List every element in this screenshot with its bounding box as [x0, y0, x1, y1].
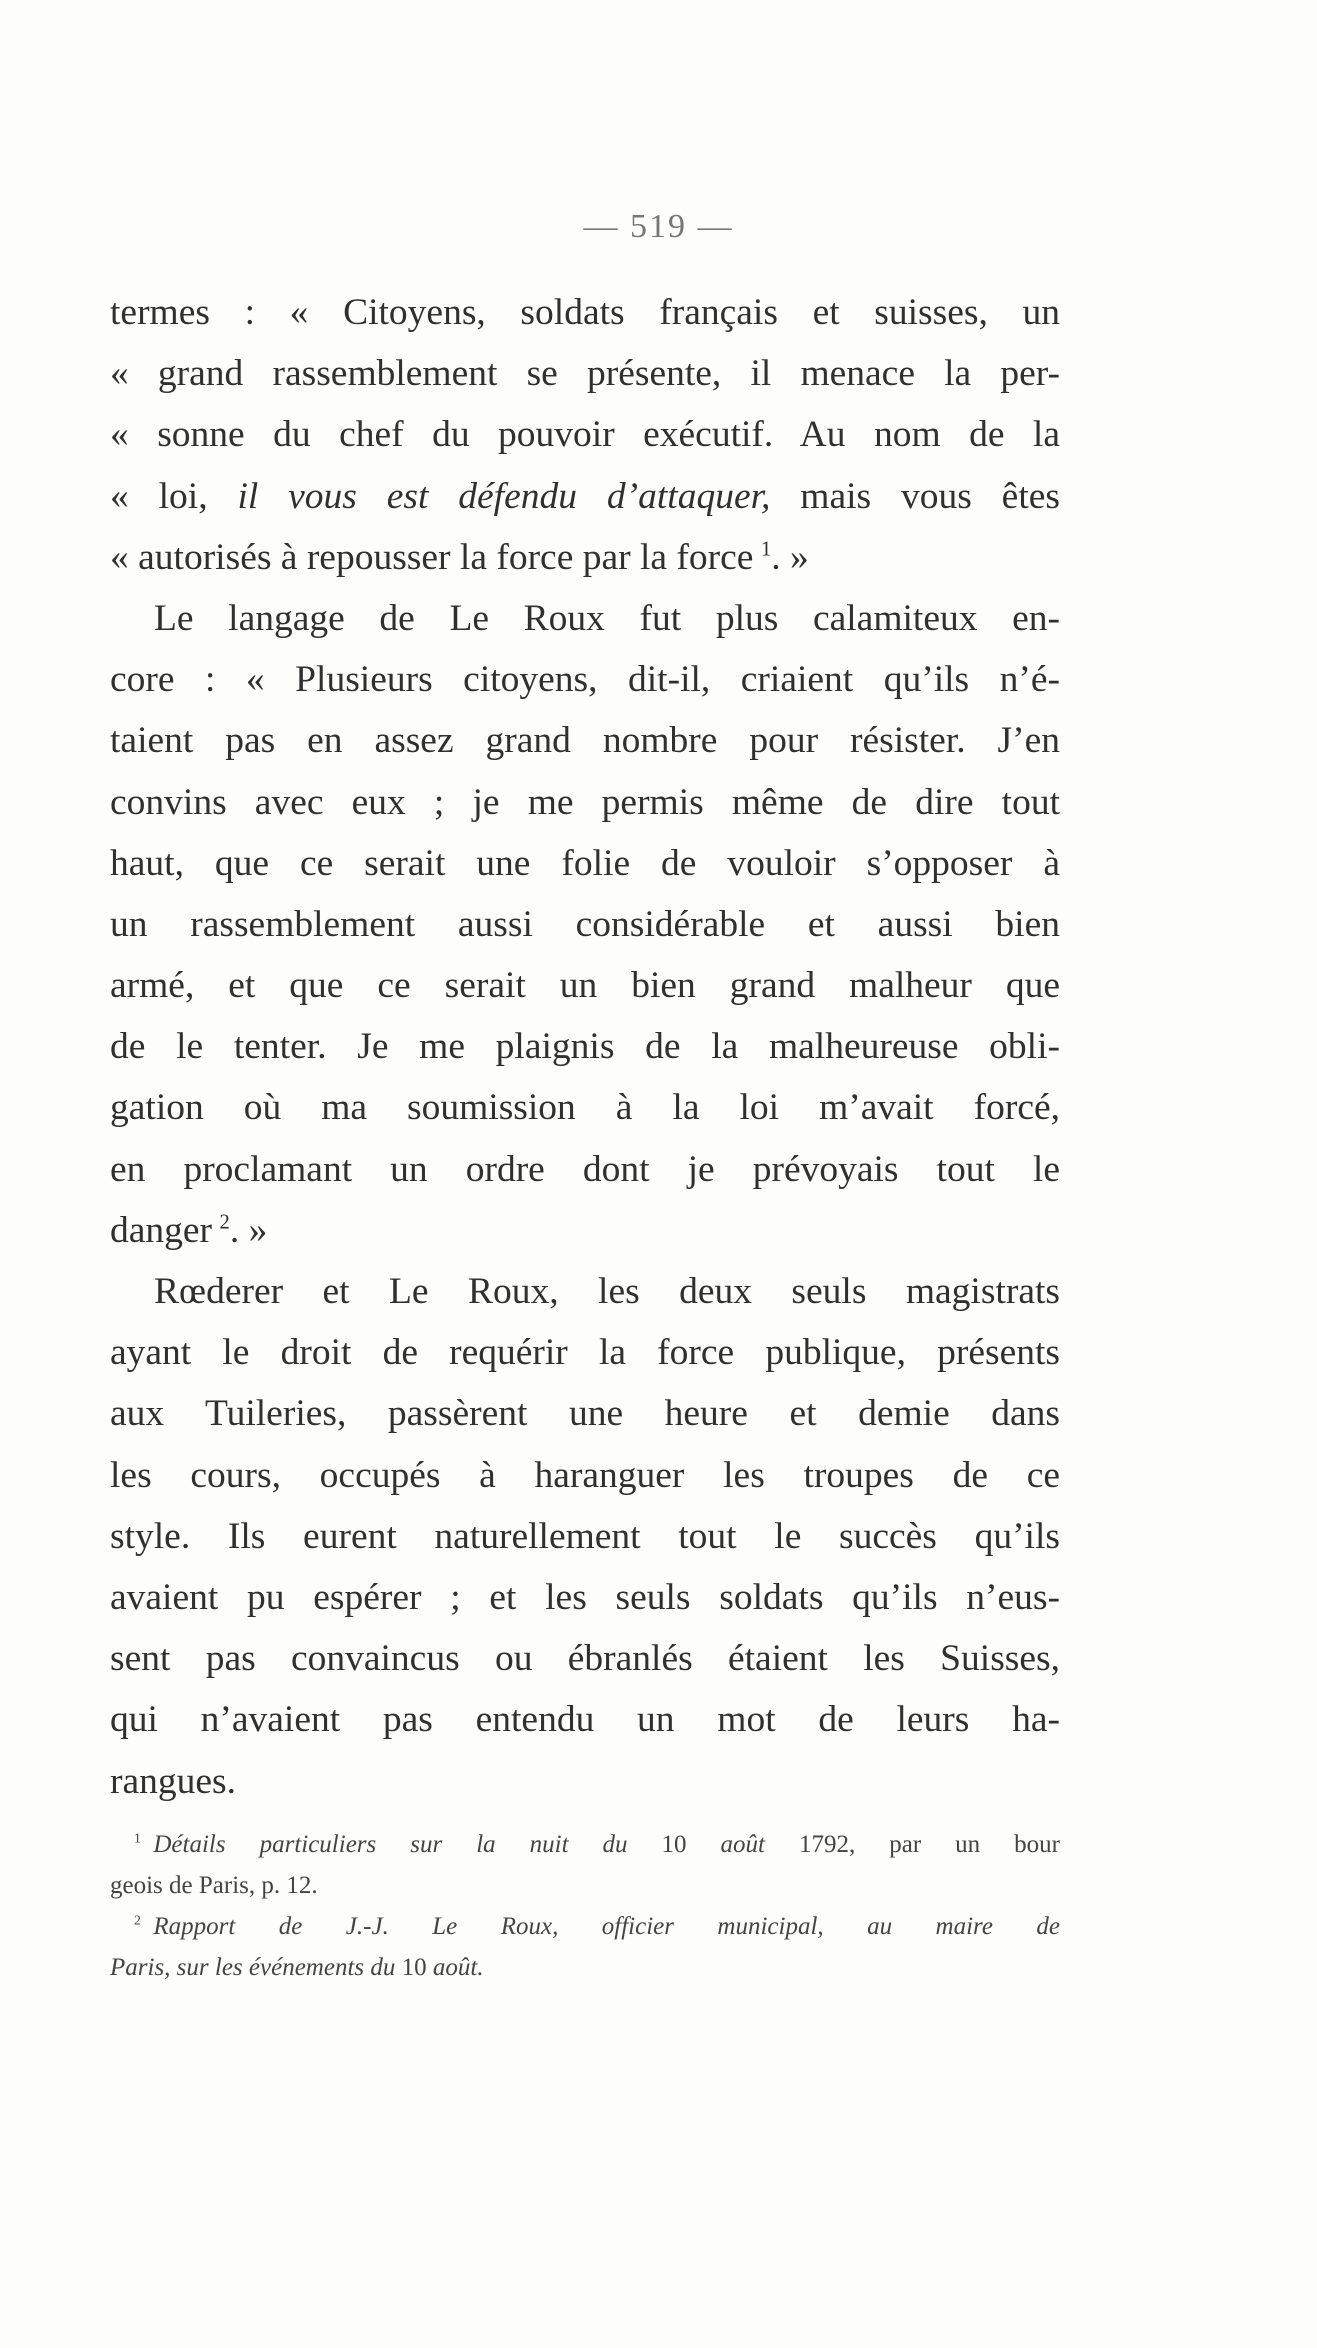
- text-line: [110, 772, 1060, 833]
- text-line: [110, 1200, 1060, 1261]
- text-segment: termes : « Citoyens, soldats français et suisses, un: [110, 292, 1060, 333]
- footnote-2: [110, 1906, 1060, 1947]
- text-segment: aux Tuileries, passèrent une heure et demie dans: [110, 1393, 1060, 1435]
- text-segment: . »: [771, 536, 809, 578]
- text-segment: 10: [627, 1831, 721, 1858]
- footnote-number: 1: [134, 1830, 141, 1846]
- footnote-1-cont: [110, 1865, 1060, 1906]
- text-segment: de le tenter. Je me plaignis de la malheureuse obli-: [110, 1026, 1060, 1068]
- text-line: [110, 466, 1060, 527]
- text-line: [110, 649, 1060, 710]
- text-segment: gation où ma soumission à la loi m’avait forcé,: [110, 1087, 1060, 1129]
- text-line: [110, 1628, 1060, 1689]
- text-line: [110, 588, 1060, 649]
- text-line: [110, 282, 1060, 343]
- text-line: [110, 404, 1060, 465]
- text-segment: « loi,: [110, 475, 238, 517]
- text-segment: armé, et que ce serait un bien grand malheur que: [110, 965, 1060, 1007]
- text-segment: sent pas convaincus ou ébranlés étaient les Suisses,: [110, 1638, 1060, 1680]
- page-number: — 519 —: [583, 208, 734, 245]
- italic-segment: Détails particuliers sur la nuit du: [153, 1831, 628, 1858]
- footnotes: [110, 1824, 1060, 1988]
- footnote-1: [110, 1824, 1060, 1865]
- text-line: [110, 1506, 1060, 1567]
- text-segment: mais vous êtes: [770, 475, 1060, 517]
- body-text: [110, 282, 1060, 1812]
- text-line: [110, 833, 1060, 894]
- text-line: [110, 1751, 1060, 1812]
- text-segment: . »: [229, 1209, 268, 1251]
- footnote-ref[interactable]: 2: [219, 1211, 230, 1234]
- text-line: [110, 894, 1060, 955]
- footnote-number: 2: [134, 1912, 141, 1928]
- text-segment: taient pas en assez grand nombre pour résister. J’en: [110, 720, 1060, 762]
- text-line: [110, 1689, 1060, 1750]
- italic-segment: Paris, sur les événements du: [110, 1954, 396, 1981]
- text-line: [110, 1383, 1060, 1444]
- italic-segment: Rapport de J.-J. Le Roux, officier municipal, au maire de: [153, 1913, 1060, 1940]
- text-line: [110, 1077, 1060, 1138]
- text-line: [110, 1567, 1060, 1628]
- text-line: [110, 343, 1060, 404]
- text-line: [110, 527, 1060, 588]
- text-line: [110, 1261, 1060, 1322]
- text-segment: 1792, par un bour: [765, 1831, 1060, 1858]
- text-segment: style. Ils eurent naturellement tout le succès qu’ils: [110, 1515, 1060, 1557]
- text-segment: un rassemblement aussi considérable et aussi bien: [110, 903, 1060, 945]
- text-segment: haut, que ce serait une folie de vouloir s’opposer à: [110, 842, 1060, 884]
- text-segment: ayant le droit de requérir la force publique, présents: [110, 1332, 1060, 1374]
- text-segment: « autorisés à repousser la force par la force: [110, 536, 754, 578]
- text-line: [110, 1016, 1060, 1077]
- text-line: [110, 1445, 1060, 1506]
- text-segment: avaient pu espérer ; et les seuls soldats qu’ils n’eus-: [110, 1576, 1060, 1618]
- text-line: [110, 710, 1060, 771]
- text-segment: les cours, occupés à haranguer les troupes de ce: [110, 1454, 1060, 1496]
- footnote-2-cont: [110, 1947, 1060, 1988]
- text-line: [110, 955, 1060, 1016]
- footnote-ref[interactable]: 1: [760, 538, 772, 561]
- text-segment: Le langage de Le Roux fut plus calamiteux en-: [154, 597, 1060, 639]
- text-segment: qui n’avaient pas entendu un mot de leurs ha-: [110, 1699, 1060, 1741]
- text-segment: en proclamant un ordre dont je prévoyais tout le: [110, 1148, 1060, 1190]
- italic-segment: août: [720, 1831, 765, 1858]
- text-segment: 10: [395, 1954, 433, 1981]
- text-segment: rangues.: [110, 1760, 236, 1802]
- text-segment: core : « Plusieurs citoyens, dit-il, criaient qu’ils n’é-: [110, 659, 1060, 701]
- text-line: [110, 1139, 1060, 1200]
- text-segment: Rœderer et Le Roux, les deux seuls magistrats: [154, 1271, 1060, 1312]
- italic-segment: il vous est défendu d’attaquer,: [237, 475, 771, 517]
- text-segment: « grand rassemblement se présente, il menace la per-: [110, 353, 1060, 395]
- text-segment: geois de Paris, p. 12.: [110, 1872, 318, 1899]
- text-line: [110, 1322, 1060, 1383]
- italic-segment: août.: [432, 1954, 484, 1981]
- text-segment: danger: [110, 1209, 213, 1251]
- text-segment: convins avec eux ; je me permis même de dire tout: [110, 781, 1060, 823]
- text-segment: « sonne du chef du pouvoir exécutif. Au nom de la: [110, 414, 1060, 456]
